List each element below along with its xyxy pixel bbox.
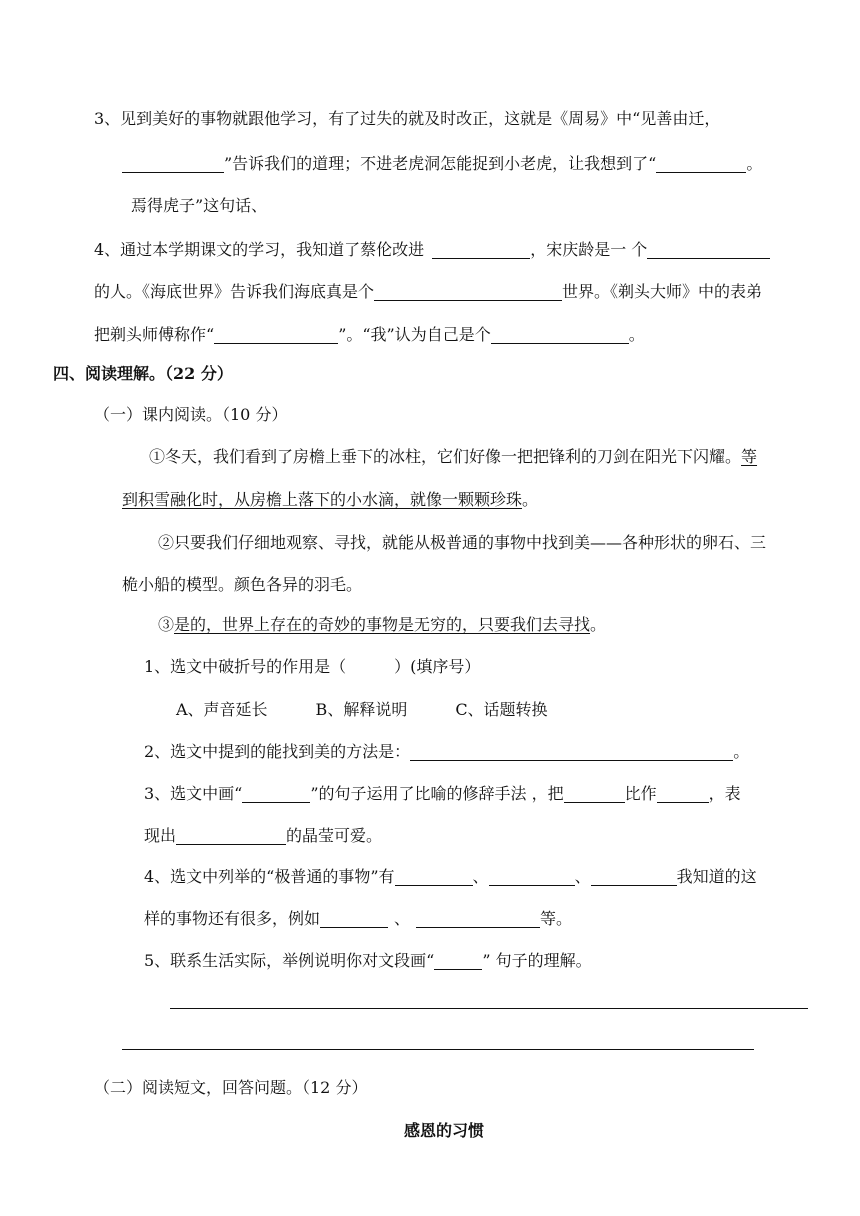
q3-line3: 焉得虎子”这句话、 xyxy=(131,196,268,215)
question-1-options: A、声音延长 B、解释说明 C、话题转换 xyxy=(176,700,548,719)
question-1: 1、选文中破折号的作用是（ ）(填序号） xyxy=(144,657,481,676)
passage-para1: ①冬天，我们看到了房檐上垂下的冰柱，它们好像一把把锋利的刀剑在阳光下闪耀。等 xyxy=(149,447,758,466)
passage-title: 感恩的习惯 xyxy=(404,1121,485,1140)
passage-para2: ②只要我们仔细地观察、寻找，就能从极普通的事物中找到美——各种形状的卵石、三 xyxy=(158,533,767,552)
section-heading: 四、阅读理解。（22 分） xyxy=(53,364,233,383)
question-4: 4、选文中列举的“极普通的事物”有 、 、 我知道的这 xyxy=(144,867,757,886)
q4-line2: 的人。《海底世界》告诉我们海底真是个 世界。《剃头大师》中的表弟 xyxy=(94,282,763,301)
answer-blank[interactable] xyxy=(647,240,770,259)
question-3: 3、选文中画“ ”的句子运用了比喻的修辞手法 ，把 比作 ，表 xyxy=(144,784,741,803)
part1-heading: （一）课内阅读。（10 分） xyxy=(94,405,288,424)
answer-blank[interactable] xyxy=(374,282,562,301)
passage-para1-cont: 到积雪融化时，从房檐上落下的小水滴，就像一颗颗珍珠。 xyxy=(122,490,539,509)
answer-blank[interactable] xyxy=(410,742,733,761)
answer-blank[interactable] xyxy=(395,867,473,886)
answer-blank[interactable] xyxy=(214,325,338,344)
answer-blank[interactable] xyxy=(434,951,482,970)
q4-line1: 4、通过本学期课文的学习，我知道了蔡伦改进 ，宋庆龄是一 个 xyxy=(94,239,770,261)
passage-para2-cont: 桅小船的模型。颜色各异的羽毛。 xyxy=(122,575,363,594)
answer-blank[interactable] xyxy=(416,909,540,928)
question-5: 5、联系生活实际，举例说明你对文段画“ ” 句子的理解。 xyxy=(144,951,592,970)
q3-line1: 3、见到美好的事物就跟他学习，有了过失的就及时改正，这就是《周易》中“见善由迁， xyxy=(94,109,721,128)
answer-blank[interactable] xyxy=(122,154,224,173)
answer-blank[interactable] xyxy=(491,325,629,344)
answer-blank[interactable] xyxy=(489,867,575,886)
question-3-cont: 现出 的晶莹可爱。 xyxy=(144,826,383,845)
answer-blank[interactable] xyxy=(176,826,286,845)
answer-line[interactable] xyxy=(170,1008,808,1009)
answer-blank[interactable] xyxy=(657,784,709,803)
question-2: 2、选文中提到的能找到美的方法是： 。 xyxy=(144,742,750,761)
answer-blank[interactable] xyxy=(242,784,310,803)
answer-blank[interactable] xyxy=(564,784,625,803)
answer-blank[interactable] xyxy=(591,867,677,886)
answer-blank[interactable] xyxy=(320,909,388,928)
answer-blank[interactable] xyxy=(656,154,746,173)
q3-line2: ”告诉我们的道理；不进老虎洞怎能捉到小老虎，让我想到了“ 。 xyxy=(122,153,762,175)
part2-heading: （二）阅读短文，回答问题。（12 分） xyxy=(94,1078,368,1097)
answer-line[interactable] xyxy=(122,1049,754,1050)
passage-para3: ③是的，世界上存在的奇妙的事物是无穷的，只要我们去寻找。 xyxy=(158,615,607,634)
q4-line3: 把剃头师傅称作“ ”。“我”认为自己是个 。 xyxy=(94,325,645,344)
answer-blank[interactable] xyxy=(432,240,530,259)
question-4-cont: 样的事物还有很多，例如 、 等。 xyxy=(144,909,573,928)
